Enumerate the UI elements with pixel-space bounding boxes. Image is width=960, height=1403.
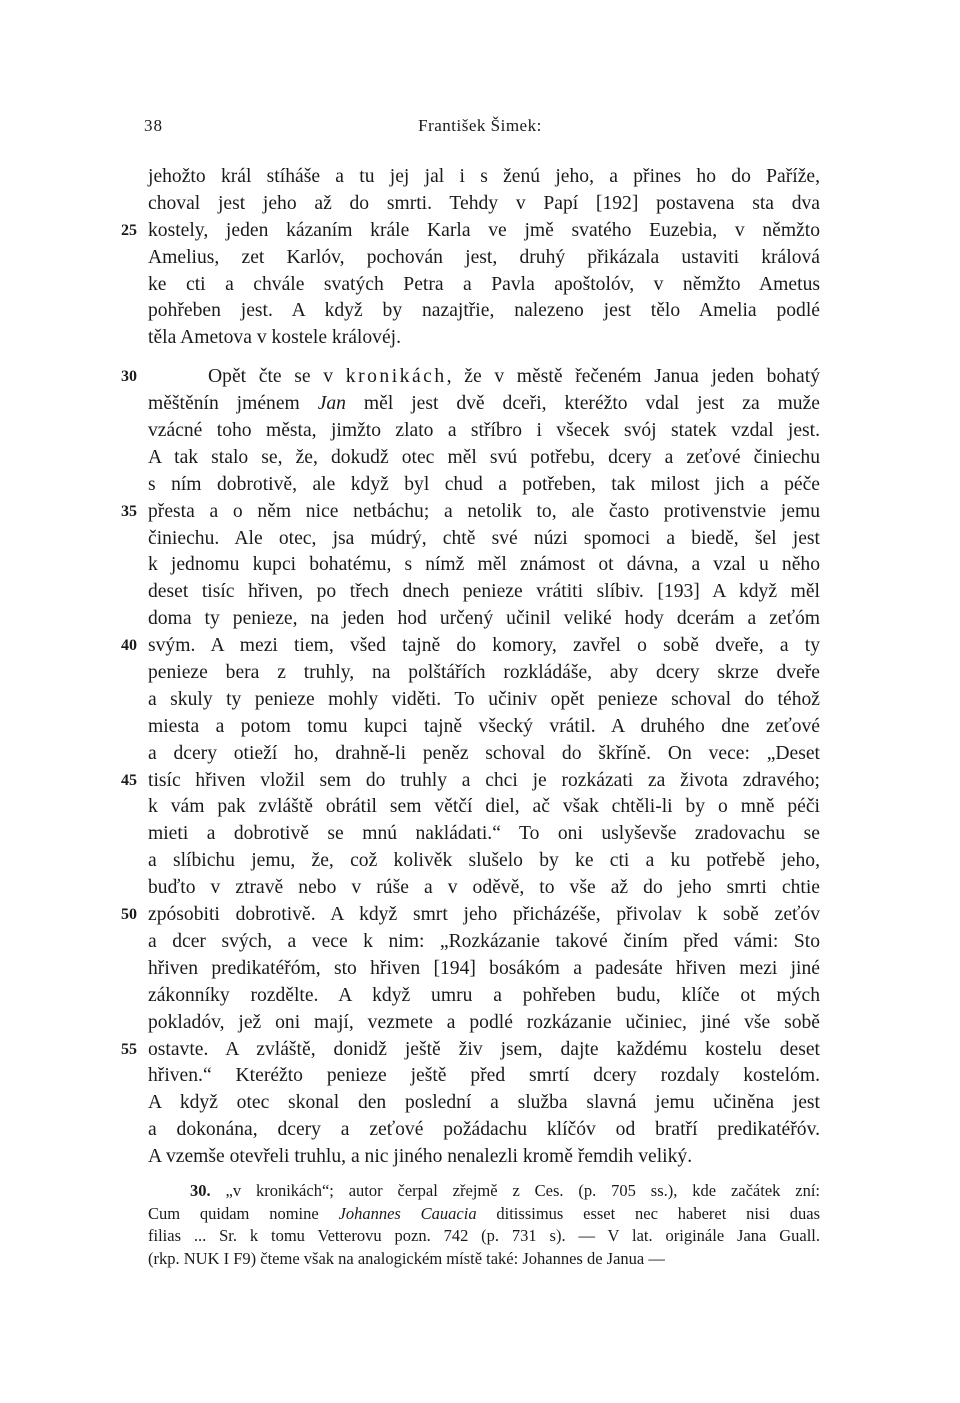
text-line: ke cti a chvále svatých Petra a Pavla apoštolóv, v němžto Ametus xyxy=(148,273,820,295)
text-line: a dcer svých, a vece k nim: „Rozkázanie takové činím před vámi: Sto xyxy=(148,930,820,952)
line-number: 55 xyxy=(121,1040,137,1058)
text-line: penieze bera z truhly, na polštářích rozkládáše, aby dcery skrze dveře xyxy=(148,662,820,684)
text-line: pokladóv, jež oni mají, vezmete a podlé rozkázanie učiniec, jiné vše sobě xyxy=(148,1011,820,1033)
text-line: A když otec skonal den poslední a služba slavná jemu učiněna jest xyxy=(148,1092,820,1114)
text-line: 40 svým. A mezi tiem, všed tajně do komory, zavřel o sobě dveře, a ty xyxy=(148,633,820,660)
text-line: 30 Opět čte se v kronikách, že v městě řečeném Janua jeden bohatý xyxy=(148,364,820,391)
text-line: deset tisíc hřiven, po třech dnech penieze vrátiti slíbiv. [193] A když měl xyxy=(148,581,820,603)
text-line: mieti a dobrotivě se mnú nakládati.“ To oni uslyševše zradovachu se xyxy=(148,823,820,845)
text-line: hřiven.“ Kteréžto penieze ještě před smrtí dcery rozdaly kostelóm. xyxy=(148,1065,820,1087)
text-line: zákonníky rozdělte. A když umru a pohřeben budu, klíče ot mých xyxy=(148,984,820,1006)
text-line: pohřeben jest. A když by nazajtřie, nalezeno jest tělo Amelia podlé xyxy=(148,300,820,322)
footnote-line: 30. „v kronikách“; autor čerpal zřejmě z Ces. (p. 705 ss.), kde začátek zní: xyxy=(190,1181,821,1200)
line-number: 35 xyxy=(121,502,137,520)
paragraph-gap xyxy=(148,352,820,364)
text-line: miesta a potom tomu kupci tajně všecký vrátil. A druhého dne zeťové xyxy=(148,715,820,737)
page-number: 38 xyxy=(144,116,163,135)
text-line: k vám pak zvláště obrátil sem větčí diel, ač však chtěli-li by o mně péči xyxy=(148,796,820,818)
text-line: A tak stalo se, že, dokudž otec měl svú potřebu, dcery a zeťové činiechu xyxy=(148,446,820,468)
text-line: 55 ostavte. A zvláště, donidž ještě živ jsem, dajte každému kostelu deset xyxy=(148,1037,820,1064)
footnote xyxy=(148,1180,820,1270)
text-line: 25 kostely, jeden kázaním krále Karla ve jmě svatého Euzebia, v němžto xyxy=(148,218,820,245)
footnote-line: Cum quidam nomine Johannes Cauacia ditissimus esset nec haberet nisi duas xyxy=(148,1203,821,1223)
text-line: hřiven predikatéřóm, sto hřiven [194] bosákóm a padesáte hřiven mezi jiné xyxy=(148,957,820,979)
italic-name: Johannes Cauacia xyxy=(338,1203,477,1223)
footnote-line: filias ... Sr. k tomu Vetterovu pozn. 742 (p. 731 s). — V lat. originále Jana Guall. xyxy=(148,1226,820,1245)
text-line: a dokonána, dcery a zeťové požádachu klíčóv od bratří predikatéřóv. xyxy=(148,1119,820,1141)
text-line: vzácné toho města, jimžto zlato a stříbro i všecek svój statek vzdal jest. xyxy=(148,420,820,442)
footnote-line: (rkp. NUK I F9) čteme však na analogickém místě také: Johannes de Janua — xyxy=(148,1248,665,1268)
text-line: a slíbichu jemu, že, což kolivěk slušelo by ke cti a ku potřebě jeho, xyxy=(148,850,820,872)
text-line: A vzemše otevřeli truhlu, a nic jiného nenalezli kromě řemdih veliký. xyxy=(148,1146,693,1168)
footnote-number: 30. xyxy=(190,1181,226,1200)
italic-name: Jan xyxy=(317,393,346,415)
line-number: 50 xyxy=(121,906,137,924)
text-line: doma ty penieze, na jeden hod určený učinil veliké hody dcerám a zeťóm xyxy=(148,608,820,630)
text-line: 50 zpósobiti dobrotivě. A když smrt jeho přicházéše, přivolav k sobě zeťóv xyxy=(148,902,820,929)
line-number: 45 xyxy=(121,771,137,789)
text-line: měštěnín jménem Jan měl jest dvě dceři, kteréžto vdal jest za muže xyxy=(148,393,820,415)
line-number: 25 xyxy=(121,221,137,239)
body-text xyxy=(121,164,820,1171)
text-line: jehožto král stíháše a tu jej jal i s ženú jeho, a přines ho do Paříže, xyxy=(148,166,820,187)
line-number: 30 xyxy=(121,368,137,386)
text-line: činiechu. Ale otec, jsa múdrý, chtě své núzi spomoci a biedě, šel jest xyxy=(148,527,820,549)
text-line: a skuly ty penieze mohly viděti. To učiniv opět penieze schoval do téhož xyxy=(148,688,820,710)
page-header xyxy=(0,116,960,140)
text-line: 35 přesta a o něm nice netbáchu; a netolik to, ale často protivenstvie jemu xyxy=(148,499,820,526)
text-line: buďto v ztravě nebo v rúše a v oděvě, to vše až do jeho smrti chtie xyxy=(148,877,820,899)
text-line: s ním dobrotivě, ale když byl chud a potřeben, tak milost jich a péče xyxy=(148,473,820,495)
text-line: Amelius, zet Karlóv, pochován jest, druhý přikázala ustaviti králová xyxy=(148,246,820,268)
text-line: choval jest jeho až do smrti. Tehdy v Papí [192] postavena sta dva xyxy=(148,192,820,214)
text-line: a dcery otieží ho, drahně-li peněz schoval do škříně. On vece: „Deset xyxy=(148,742,820,764)
running-head: František Šimek: xyxy=(418,116,542,135)
text-line: k jednomu kupci bohatému, s nímž měl známost ot dávna, a vzal u něho xyxy=(148,554,820,576)
text-line: 45 tisíc hřiven vložil sem do truhly a chci je rozkázati za života zdravého; xyxy=(148,768,820,795)
line-number: 40 xyxy=(121,637,137,655)
emphasized-word: kronikách xyxy=(345,366,447,388)
text-line: těla Ametova v kostele královéj. xyxy=(148,327,402,349)
